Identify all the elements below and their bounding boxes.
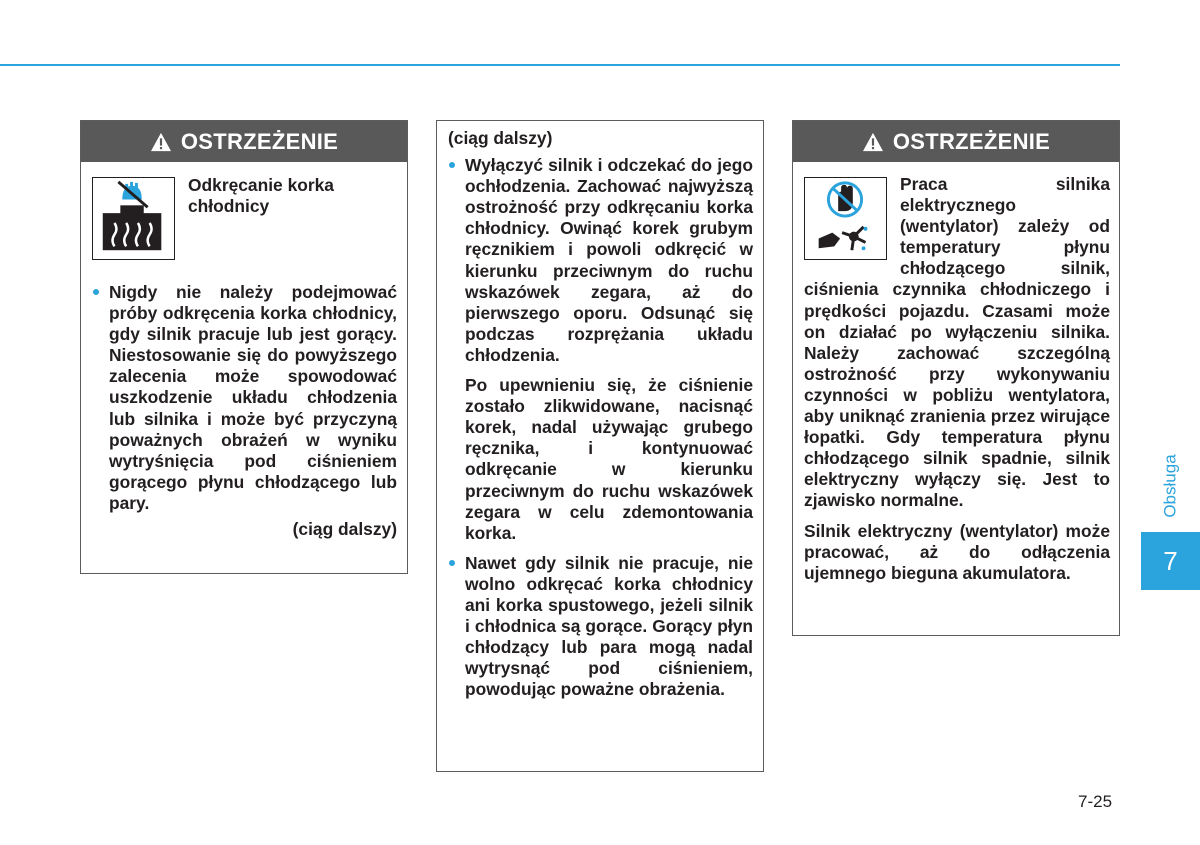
warning-triangle-icon	[150, 132, 172, 152]
warning-box-electric-fan	[792, 120, 1120, 636]
warning-header	[81, 121, 407, 162]
fan-disconnect-text: Silnik elektryczny (wentylator) może pracować, aż do odłączenia ujemnego bieguna akumulatora.	[804, 520, 1110, 583]
page-number: 7-25	[1078, 792, 1113, 811]
bullet-cool-engine: Wyłączyć silnik i odczekać do jego ochłodzenia. Zachować najwyższą ostrożność przy odkręcaniu korka chłodnicy. Owinąć korek grubym ręcznikiem i powoli odkręcić w kierunku przeciwnym do ruchu wskazówek zegara, aż do pierwszego oporu. Odsunąć się podczas rozprężania układu chłodzenia.	[437, 155, 753, 366]
radiator-cap-hand-warning-icon	[92, 177, 175, 260]
warning-title: OSTRZEŻENIE	[892, 128, 1051, 154]
fan-warning-text: Praca silnika elektrycznego (wentylator) zależy od temperatury płynu chłodzącego silnik, ciśnienia czynnika chłodniczego i prędkości pojazdu. Czasami może on działać po wyłączeniu silnika. Należy zachować szczególną ostrożność przy wykonywaniu czynności w pobliżu wentylatora, aby uniknąć zranienia przez wirujące łopatki. Gdy temperatura płynu chłodzącego silnik spadnie, silnik elektryczny wyłączy się. Jest to zjawisko normalne.	[804, 174, 1110, 511]
warning-title: OSTRZEŻENIE	[180, 128, 339, 154]
warning-header	[793, 121, 1119, 162]
warning-triangle-icon	[862, 132, 884, 152]
caption-radiator-cap: Odkręcanie korka chłodnicy	[188, 175, 334, 217]
paragraph-remove-cap: Po upewnieniu się, że ciśnienie zostało zlikwidowane, nacisnąć korek, nadal używając grubego ręcznika, i kontynuować odkręcanie w kierunku przeciwnym do ruchu wskazówek zegara w celu zdemontowania korka.	[465, 375, 753, 543]
top-rule	[0, 64, 1120, 66]
continued-warning-box	[436, 120, 764, 772]
section-tab-number: 7	[1141, 532, 1200, 590]
warning-box-radiator-cap	[80, 120, 408, 574]
bullet-hot-engine: Nawet gdy silnik nie pracuje, nie wolno odkręcać korka chłodnicy ani korka spustowego, jeżeli silnik i chłodnica są gorące. Gorący płyn chłodzący lub para mogą nadal wytrysnąć pod ciśnieniem, powodując poważne obrażenia.	[437, 553, 753, 701]
warning-bullet-text: Nigdy nie należy podejmować próby odkręcenia korka chłodnicy, gdy silnik pracuje lub jest gorący. Niestosowanie się do powyższego zalecenia może spowodować uszkodzenie układu chłodzenia lub silnika i może być przyczyną poważnych obrażeń w wyniku wytryśnięcia pod ciśnieniem gorącego płynu chłodzącego lub pary.	[81, 282, 397, 514]
continued-label: (ciąg dalszy)	[448, 128, 553, 148]
continued-label: (ciąg dalszy)	[292, 519, 397, 540]
section-tab-label: Obsługa	[1160, 454, 1180, 518]
fan-warning-paragraph	[804, 174, 1110, 584]
